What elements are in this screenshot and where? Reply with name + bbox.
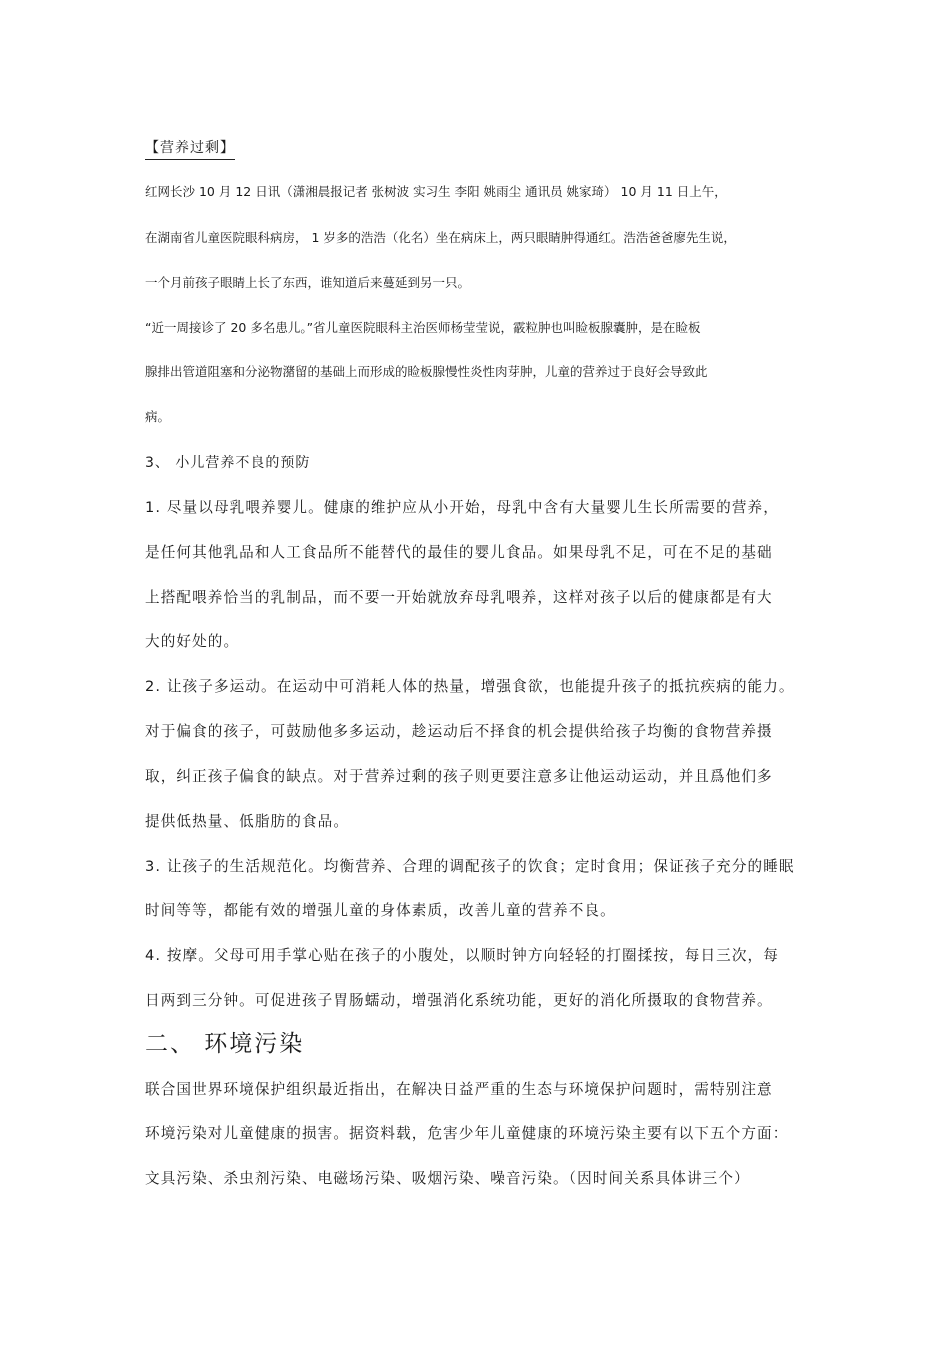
body-line: 对于偏食的孩子，可鼓励他多多运动，趁运动后不择食的机会提供给孩子均衡的食物营养摄: [145, 723, 773, 740]
section-title: 【营养过剩】: [145, 137, 235, 160]
body-line: 时间等等，都能有效的增强儿童的身体素质，改善儿童的营养不良。: [145, 902, 616, 919]
body-line: 1. 尽量以母乳喂养婴儿。健康的维护应从小开始，母乳中含有大量婴儿生长所需要的营养，: [145, 499, 779, 516]
body-line: 提供低热量、低脂肪的食品。: [145, 813, 350, 830]
news-line: 在湖南省儿童医院眼科病房， 1 岁多的浩浩（化名）坐在病床上，两只眼睛肿得通红。浩浩爸爸廖先生说，: [145, 230, 736, 245]
subheading: 3、 小儿营养不良的预防: [145, 455, 311, 471]
section2-title: 二、 环境污染: [145, 1031, 305, 1057]
body-line: 大的好处的。: [145, 633, 240, 650]
news-line: “近一周接诊了 20 多名患儿。”省儿童医院眼科主治医师杨莹莹说，霰粒肿也叫睑板腺囊肿，是在睑板: [145, 320, 701, 335]
body-line: 文具污染、杀虫剂污染、电磁场污染、吸烟污染、噪音污染。（因时间关系具体讲三个）: [145, 1170, 750, 1187]
news-line: 一个月前孩子眼睛上长了东西，谁知道后来蔓延到另一只。: [145, 275, 471, 290]
body-line: 上搭配喂养恰当的乳制品，而不要一开始就放弃母乳喂养，这样对孩子以后的健康都是有大: [145, 589, 773, 606]
body-line: 2. 让孩子多运动。在运动中可消耗人体的热量，增强食欲，也能提升孩子的抵抗疾病的能力。: [145, 678, 795, 695]
body-line: 取，纠正孩子偏食的缺点。对于营养过剩的孩子则更要注意多让他运动运动，并且爲他们多: [145, 768, 773, 785]
news-line: 红网长沙 10 月 12 日讯（潇湘晨报记者 张树波 实习生 李阳 姚雨尘 通讯员 姚家琦） 10 月 11 日上午，: [145, 184, 727, 199]
body-line: 环境污染对儿童健康的损害。据资料载，危害少年儿童健康的环境污染主要有以下五个方面：: [145, 1125, 789, 1142]
news-line: 腺排出管道阻塞和分泌物潴留的基础上而形成的睑板腺慢性炎性肉芽肿，儿童的营养过于良好会导致此: [145, 364, 708, 379]
body-line: 日两到三分钟。可促进孩子胃肠蠕动，增强消化系统功能，更好的消化所摄取的食物营养。: [145, 992, 773, 1009]
news-line: 病。: [145, 409, 171, 424]
body-line: 4. 按摩。父母可用手掌心贴在孩子的小腹处，以顺时钟方向轻轻的打圈揉按，每日三次，每: [145, 947, 779, 964]
body-line: 3. 让孩子的生活规范化。均衡营养、合理的调配孩子的饮食；定时食用；保证孩子充分的睡眠: [145, 858, 795, 875]
body-line: 是任何其他乳品和人工食品所不能替代的最佳的婴儿食品。如果母乳不足，可在不足的基础: [145, 544, 773, 561]
body-line: 联合国世界环境保护组织最近指出，在解决日益严重的生态与环境保护问题时，需特别注意: [145, 1081, 773, 1098]
